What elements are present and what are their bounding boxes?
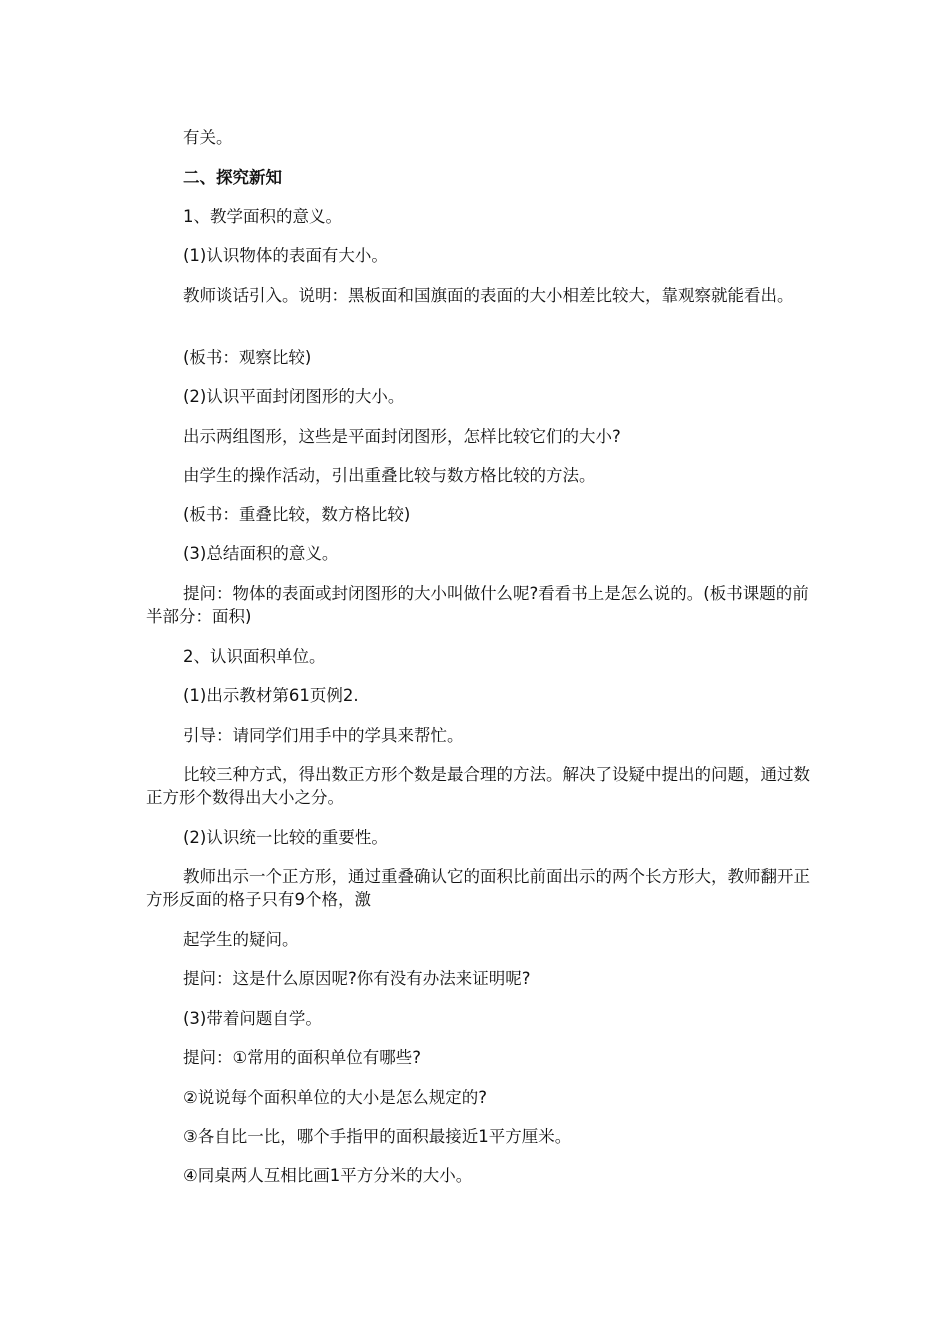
paragraph: (1)出示教材第61页例2.	[183, 686, 359, 705]
paragraph: ④同桌两人互相比画1平方分米的大小。	[183, 1166, 473, 1185]
paragraph: 起学生的疑问。	[183, 930, 299, 949]
paragraph: (2)认识统一比较的重要性。	[183, 828, 388, 847]
paragraph: (板书：重叠比较，数方格比较)	[183, 505, 411, 524]
paragraph: 出示两组图形，这些是平面封闭图形，怎样比较它们的大小?	[183, 427, 621, 446]
paragraph: 提问：这是什么原因呢?你有没有办法来证明呢?	[183, 969, 531, 988]
paragraph: 提问：物体的表面或封闭图形的大小叫做什么呢?看看书上是怎么说的。(板书课题的前半部分：面积)	[146, 584, 809, 626]
paragraph-continuation: 有关。	[183, 128, 233, 147]
paragraph: 教师出示一个正方形，通过重叠确认它的面积比前面出示的两个长方形大，教师翻开正方形反面的格子只有9个格，激	[146, 867, 810, 909]
document-page	[146, 0, 810, 1344]
subsection-heading: 2、认识面积单位。	[183, 647, 326, 666]
paragraph: (板书：观察比较)	[183, 348, 312, 367]
paragraph: (3)总结面积的意义。	[183, 544, 339, 563]
subsection-heading: 1、教学面积的意义。	[183, 207, 342, 226]
paragraph: 提问：①常用的面积单位有哪些?	[183, 1048, 422, 1067]
paragraph: 比较三种方式，得出数正方形个数是最合理的方法。解决了设疑中提出的问题，通过数正方形个数得出大小之分。	[146, 765, 810, 807]
paragraph: ③各自比一比，哪个手指甲的面积最接近1平方厘米。	[183, 1127, 572, 1146]
paragraph: 教师谈话引入。说明：黑板面和国旗面的表面的大小相差比较大，靠观察就能看出。	[183, 286, 794, 305]
paragraph: (3)带着问题自学。	[183, 1009, 322, 1028]
paragraph: (2)认识平面封闭图形的大小。	[183, 387, 405, 406]
paragraph: 由学生的操作活动，引出重叠比较与数方格比较的方法。	[183, 466, 596, 485]
paragraph: ②说说每个面积单位的大小是怎么规定的?	[183, 1088, 488, 1107]
paragraph: (1)认识物体的表面有大小。	[183, 246, 388, 265]
section-heading: 二、探究新知	[183, 168, 282, 187]
paragraph: 引导：请同学们用手中的学具来帮忙。	[183, 726, 464, 745]
